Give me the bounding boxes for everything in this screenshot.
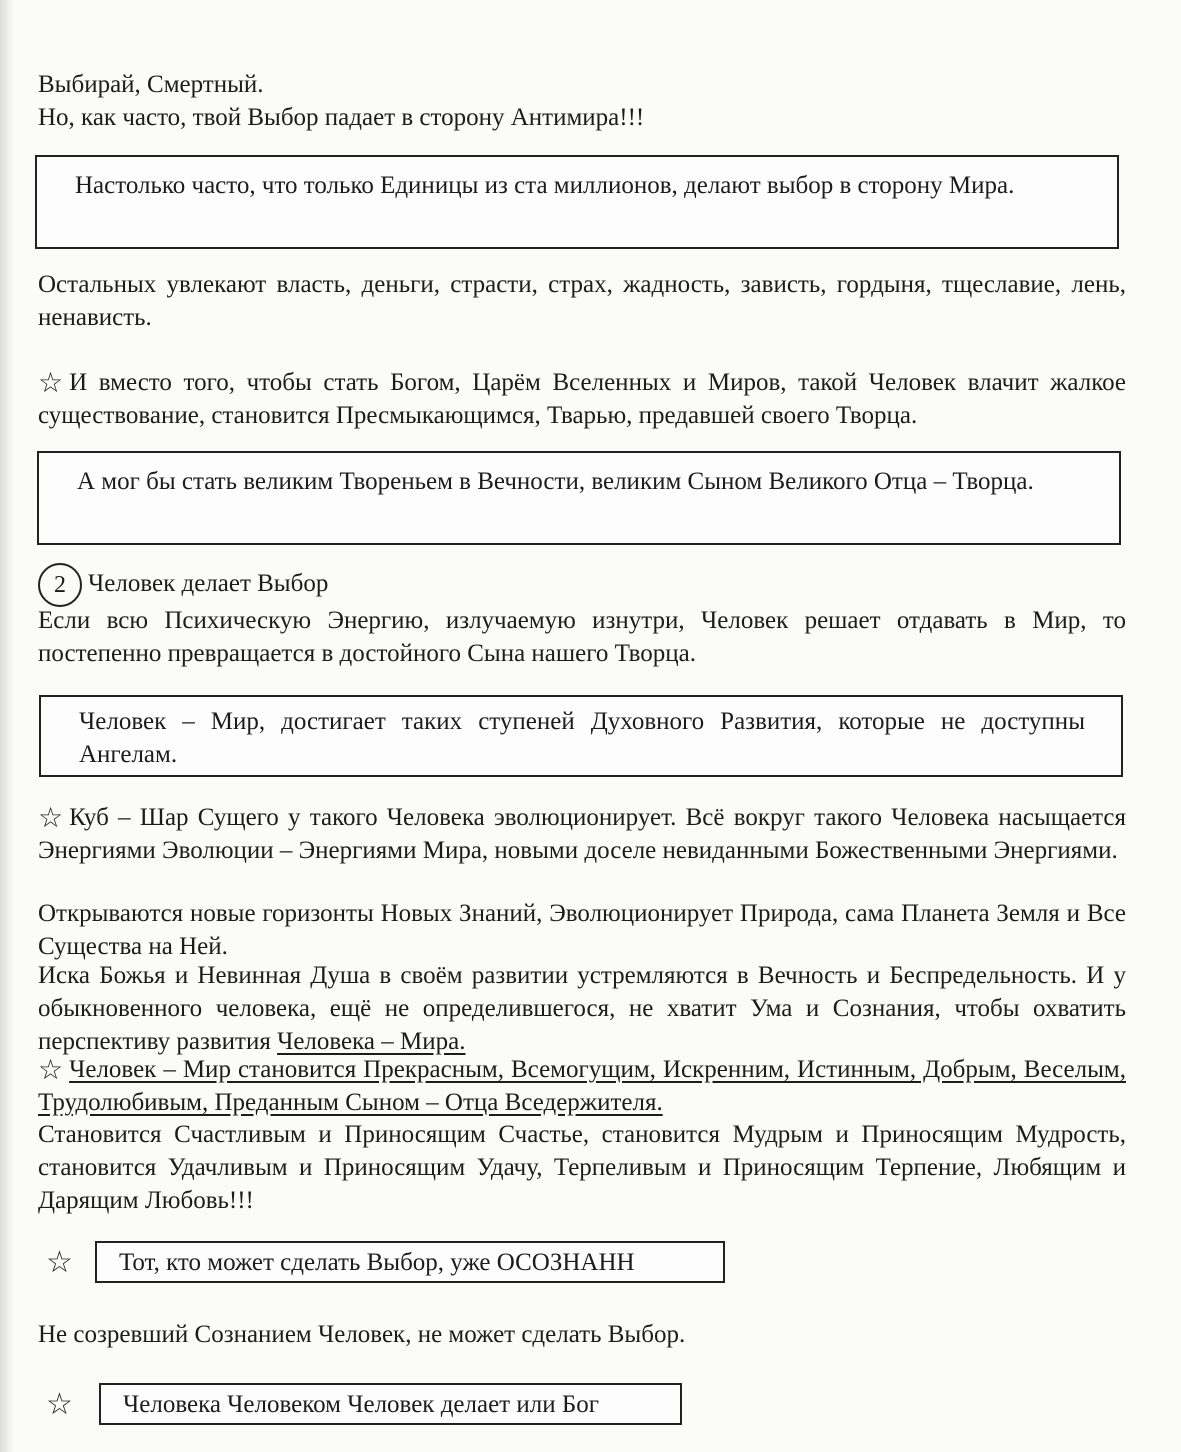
paragraph-spark (38, 959, 1126, 1058)
section-title: Человек делает Выбор (88, 570, 329, 597)
paragraph-psychic-energy: Если всю Психическую Энергию, излучаемую изнутри, Человек решает отдавать в Мир, то постепенно превращается в достойного Сына нашего Творца. (38, 607, 1126, 667)
star-icon: ☆ (38, 803, 64, 834)
paragraph-cube-sphere (38, 801, 1126, 867)
boxed-note-2: А мог бы стать великим Твореньем в Вечности, великим Сыном Великого Отца – Творца. (37, 451, 1121, 545)
boxed-note-aware: Тот, кто может сделать Выбор, уже ОСОЗНАНН (95, 1241, 725, 1283)
boxed-note-god: Человека Человеком Человек делает или Бог (99, 1383, 682, 1425)
paragraph-human-world-text: Человек – Мир становится Прекрасным, Всемогущим, Искренним, Истинным, Добрым, Веселым, Трудолюбивым, Преданным Сыном – Отца Вседержителя. (38, 1056, 1126, 1116)
paragraph-cube-sphere-text: Куб – Шар Сущего у такого Человека эволюционирует. Всё вокруг такого Человека насыщается Энергиями Эволюции – Энергиями Мира, новыми доселе невиданными Божественными Энергиями. (38, 804, 1126, 864)
paragraph-spark-text: Иска Божья и Невинная Душа в своём развитии устремляются в Вечность и Беспредельность. И у обыкновенного человека, ещё не определившегося, не хватит Ума и Сознания, чтобы охватить перспективу развития (38, 962, 1126, 1055)
boxed-note-1: Настолько часто, что только Единицы из ста миллионов, делают выбор в сторону Мира. (35, 155, 1119, 249)
paragraph-happy: Становится Счастливым и Приносящим Счастье, становится Мудрым и Приносящим Мудрость, становится Удачливым и Приносящим Удачу, Терпеливым и Приносящим Терпение, Любящим и Дарящим Любовь!!! (38, 1121, 1126, 1214)
star-icon: ☆ (38, 1055, 64, 1086)
star-icon: ☆ (46, 1246, 73, 1279)
paragraph-others: Остальных увлекают власть, деньги, страсти, страх, жадность, зависть, гордыня, тщеславие, лень, ненависть. (38, 271, 1126, 331)
star-icon: ☆ (38, 368, 64, 399)
star-icon: ☆ (46, 1388, 73, 1421)
paragraph-unripe: Не созревший Сознанием Человек, не может сделать Выбор. (38, 1321, 686, 1348)
paragraph-instead (38, 366, 1126, 432)
scan-edge-shadow (0, 0, 14, 1452)
boxed-note-3: Человек – Мир, достигает таких ступеней Духовного Развития, которые не доступны Ангелам. (39, 695, 1123, 777)
paragraph-spark-underlined: Человека – Мира. (277, 1028, 466, 1055)
line-antiworld: Но, как часто, твой Выбор падает в сторону Антимира!!! (38, 104, 645, 131)
paragraph-human-world (38, 1053, 1126, 1119)
paragraph-instead-text: И вместо того, чтобы стать Богом, Царём Вселенных и Миров, такой Человек влачит жалкое существование, становится Пресмыкающимся, Тварью, предавшей своего Творца. (38, 369, 1126, 429)
line-choose-mortal: Выбирай, Смертный. (38, 71, 264, 98)
section-number-circle: 2 (38, 563, 82, 607)
paragraph-horizons: Открываются новые горизонты Новых Знаний, Эволюционирует Природа, сама Планета Земля и Все Существа на Ней. (38, 900, 1126, 960)
section-heading (38, 562, 1126, 607)
